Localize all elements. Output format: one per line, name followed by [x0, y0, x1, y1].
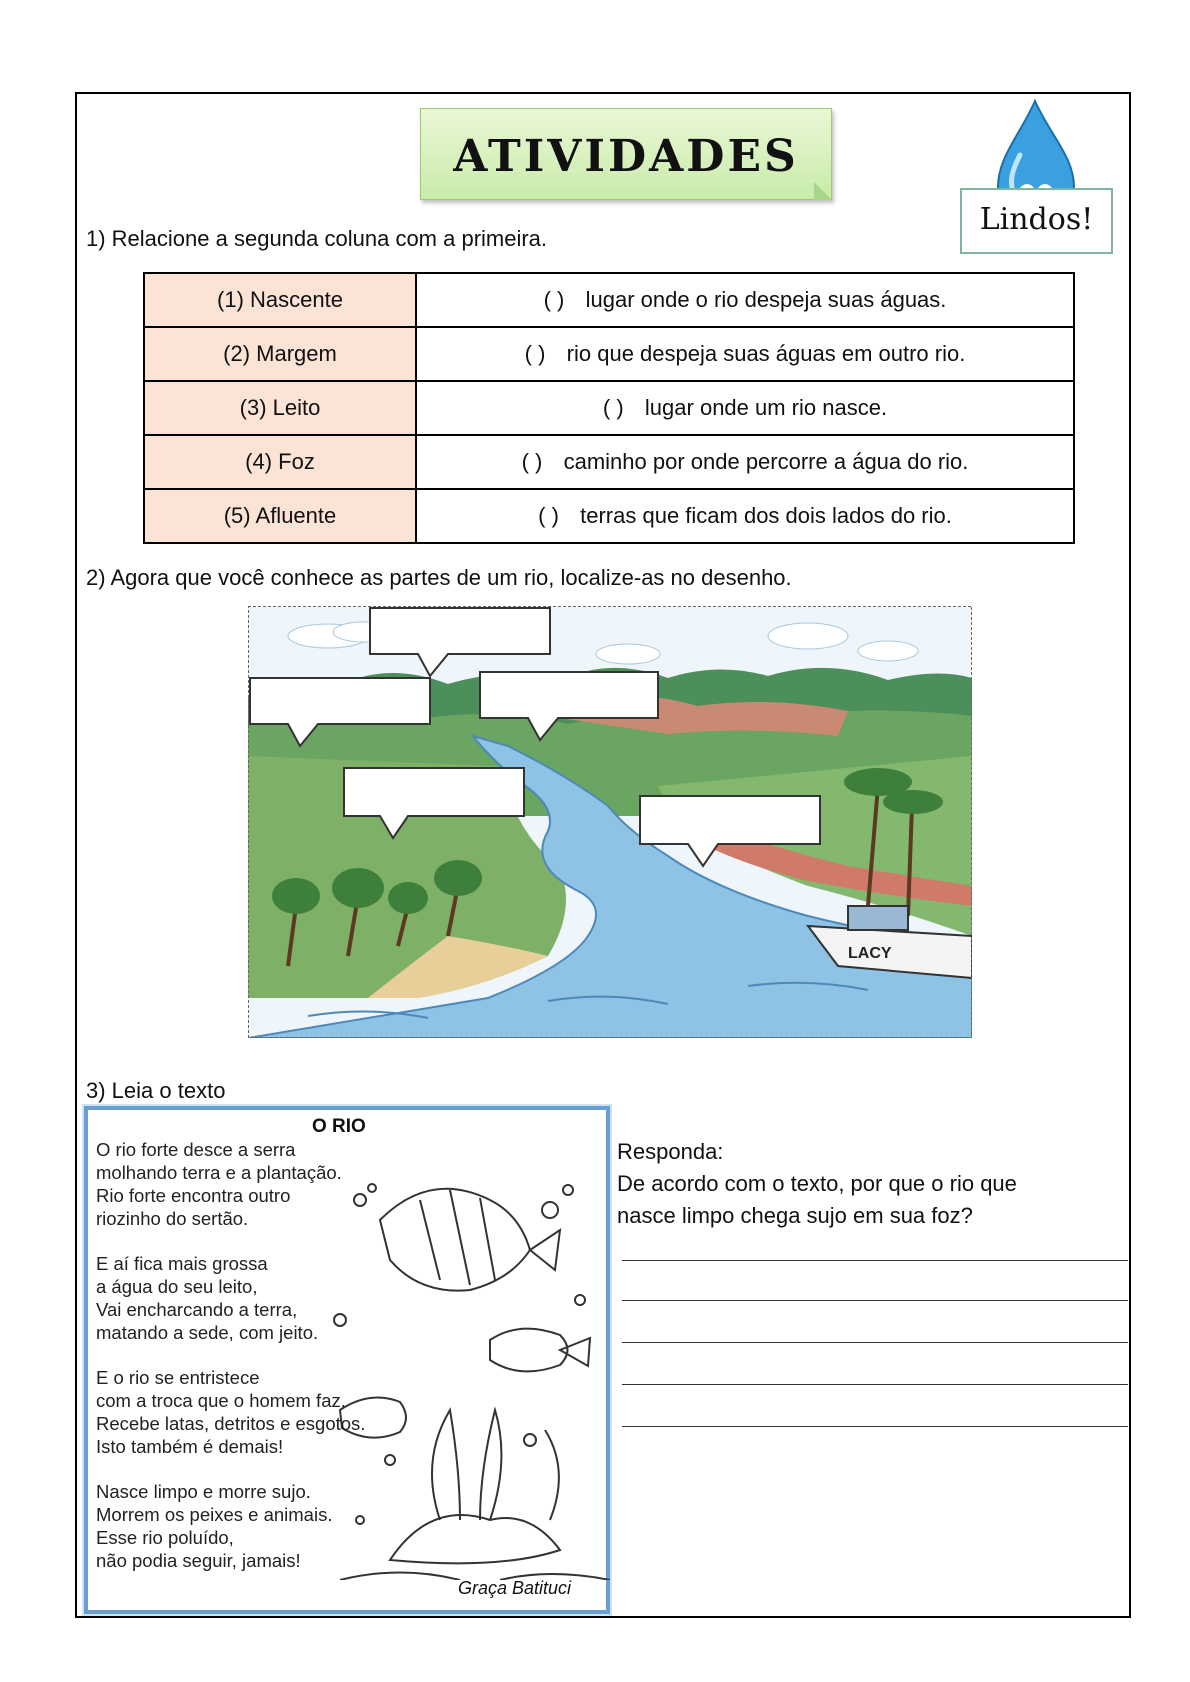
definition-cell[interactable]	[416, 381, 1074, 435]
definition-text: lugar onde o rio despeja suas águas.	[585, 287, 947, 312]
seaweed-icon	[432, 1410, 559, 1520]
answer-line[interactable]	[622, 1260, 1128, 1261]
angelfish-icon	[380, 1189, 530, 1291]
poem-title: O RIO	[312, 1116, 366, 1137]
definition-cell[interactable]	[416, 327, 1074, 381]
answer-line[interactable]	[622, 1384, 1128, 1385]
question-line: De acordo com o texto, por que o rio que	[617, 1171, 1017, 1196]
response-prompt	[617, 1136, 1087, 1232]
poem-line: não podia seguir, jamais!	[96, 1550, 301, 1571]
poem-line: com a troca que o homem faz.	[96, 1390, 346, 1411]
term-cell: (4) Foz	[144, 435, 416, 489]
river-illustration	[248, 606, 972, 1038]
answer-line[interactable]	[622, 1300, 1128, 1301]
poem-line: riozinho do sertão.	[96, 1208, 249, 1229]
question-line: nasce limpo chega sujo em sua foz?	[617, 1203, 973, 1228]
title-banner	[420, 108, 832, 200]
table-row	[144, 273, 1074, 327]
lindos-badge: Lindos!	[960, 188, 1113, 254]
definition-text: rio que despeja suas águas em outro rio.	[566, 341, 966, 366]
page-title: ATIVIDADES	[453, 131, 799, 182]
poem-stanza-1	[96, 1138, 342, 1230]
poem-line: a água do seu leito,	[96, 1276, 258, 1297]
boat-name: LACY	[848, 945, 892, 962]
definition-text: lugar onde um rio nasce.	[644, 395, 888, 420]
term-cell: (5) Afluente	[144, 489, 416, 543]
poem-line: E aí fica mais grossa	[96, 1253, 268, 1274]
poem-stanza-2	[96, 1252, 318, 1344]
answer-parentheses[interactable]: ( )	[524, 341, 546, 366]
question-2-prompt: 2) Agora que você conhece as partes de um rio, localize-as no desenho.	[86, 565, 792, 590]
answer-parentheses[interactable]: ( )	[543, 287, 565, 312]
respond-label: Responda:	[617, 1139, 724, 1164]
poem-author: Graça Batituci	[458, 1578, 572, 1598]
matching-table	[143, 272, 1075, 544]
poem-line: Nasce limpo e morre sujo.	[96, 1481, 311, 1502]
table-row	[144, 327, 1074, 381]
banner-fold	[814, 182, 832, 200]
table-row	[144, 435, 1074, 489]
answer-line[interactable]	[622, 1426, 1128, 1427]
answer-parentheses[interactable]: ( )	[521, 449, 543, 474]
poem-line: Esse rio poluído,	[96, 1527, 234, 1548]
question-1-prompt: 1) Relacione a segunda coluna com a primeira.	[86, 226, 548, 251]
poem-line: Vai encharcando a terra,	[96, 1299, 298, 1320]
term-cell: (2) Margem	[144, 327, 416, 381]
clownfish-icon	[490, 1329, 568, 1372]
definition-cell[interactable]	[416, 273, 1074, 327]
answer-line[interactable]	[622, 1342, 1128, 1343]
poem-line: molhando terra e a plantação.	[96, 1162, 342, 1183]
poem-line: E o rio se entristece	[96, 1367, 260, 1388]
poem-stanza-4	[96, 1480, 332, 1572]
rocks-icon	[390, 1515, 560, 1563]
table-row	[144, 381, 1074, 435]
term-cell: (3) Leito	[144, 381, 416, 435]
definition-text: caminho por onde percorre a água do rio.	[563, 449, 969, 474]
poem-line: matando a sede, com jeito.	[96, 1322, 319, 1343]
poem-line: Rio forte encontra outro	[96, 1185, 291, 1206]
poem-line: Morrem os peixes e animais.	[96, 1504, 333, 1525]
question-3-prompt: 3) Leia o texto	[86, 1078, 226, 1103]
fish-illustration	[320, 1140, 610, 1580]
definition-text: terras que ficam dos dois lados do rio.	[580, 503, 952, 528]
term-cell: (1) Nascente	[144, 273, 416, 327]
definition-cell[interactable]	[416, 435, 1074, 489]
answer-parentheses[interactable]: ( )	[602, 395, 624, 420]
table-row	[144, 489, 1074, 543]
answer-parentheses[interactable]: ( )	[538, 503, 559, 528]
poem-stanza-3	[96, 1366, 365, 1458]
poem-line: O rio forte desce a serra	[96, 1139, 296, 1160]
definition-cell[interactable]	[416, 489, 1074, 543]
poem-line: Isto também é demais!	[96, 1436, 284, 1457]
poem-line: Recebe latas, detritos e esgotos.	[96, 1413, 366, 1434]
